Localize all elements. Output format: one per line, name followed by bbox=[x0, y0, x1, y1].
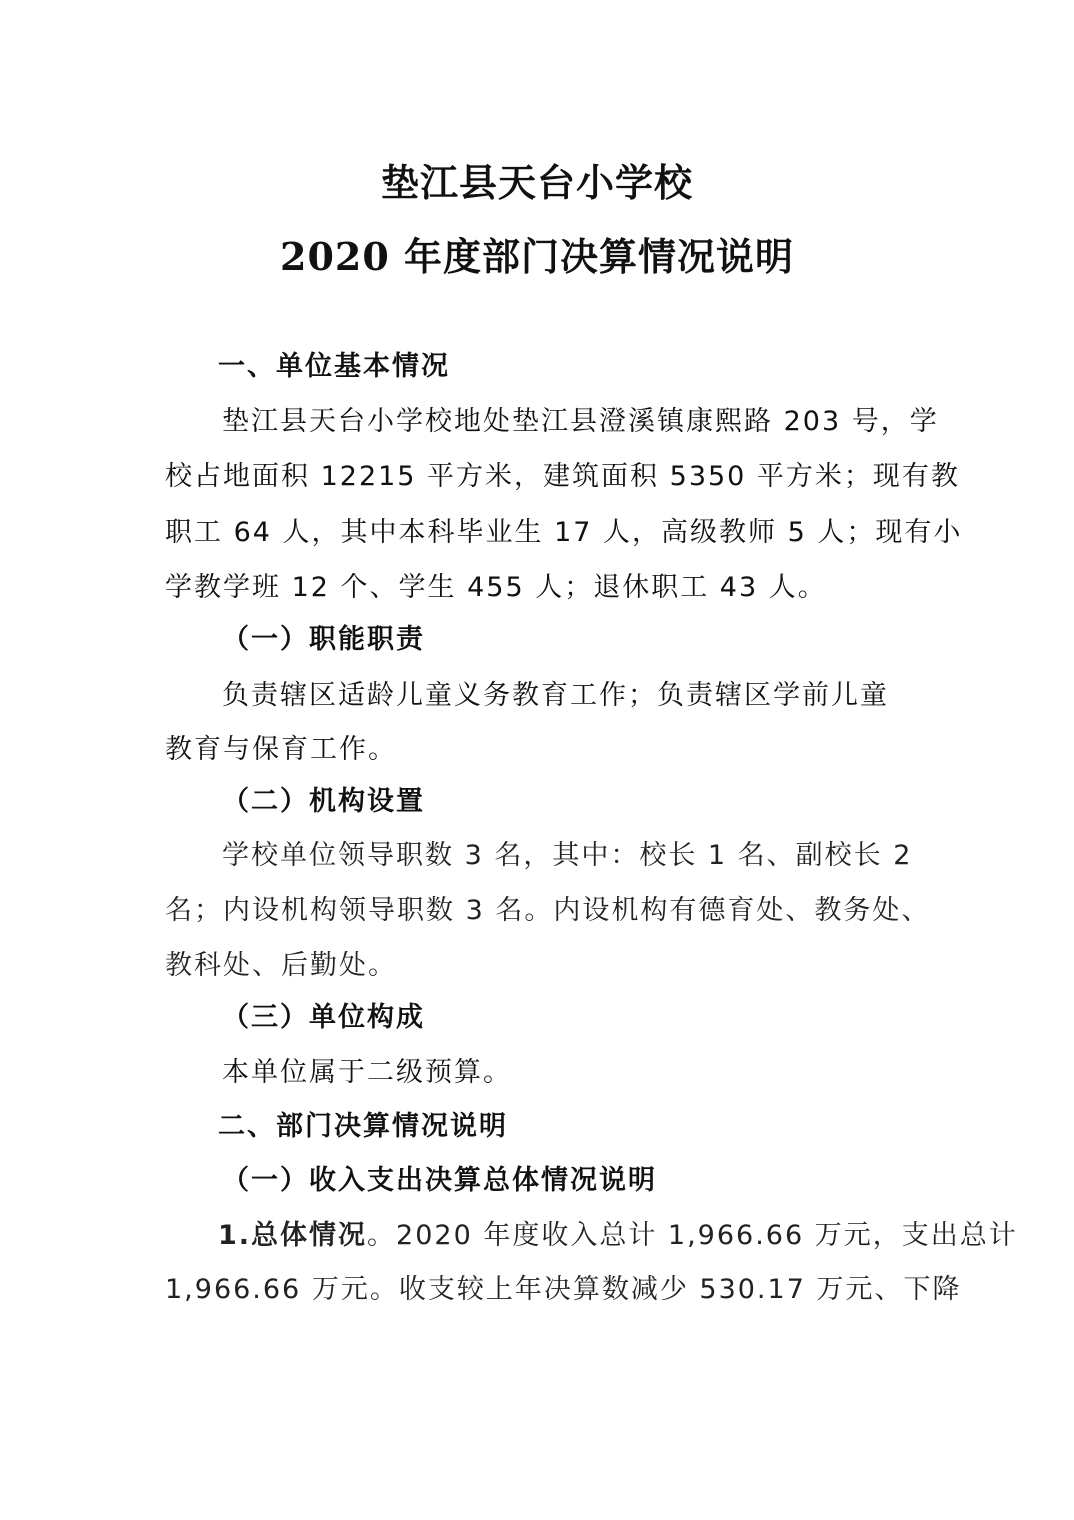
intro-line-1: 垫江县天台小学校地处垫江县澄溪镇康熙路 203 号，学 bbox=[222, 406, 939, 437]
overall-para-lead: 1.总体情况 bbox=[218, 1220, 368, 1251]
sub2-text-line-1: 学校单位领导职数 3 名，其中：校长 1 名、副校长 2 bbox=[222, 840, 913, 871]
section2-heading: 二、部门决算情况说明 bbox=[218, 1111, 508, 1142]
overall-para-line-2: 1,966.66 万元。收支较上年决算数减少 530.17 万元、下降 bbox=[165, 1274, 962, 1305]
sub1-heading: （一）职能职责 bbox=[222, 624, 425, 655]
sub1-text-line-2: 教育与保育工作。 bbox=[165, 734, 397, 765]
overall-para-line-1-rest: 。2020 年度收入总计 1,966.66 万元，支出总计 bbox=[367, 1220, 1018, 1251]
sub1-text-line-1: 负责辖区适龄儿童义务教育工作；负责辖区学前儿童 bbox=[222, 680, 889, 711]
sub2-text-line-2: 名；内设机构领导职数 3 名。内设机构有德育处、教务处、 bbox=[165, 895, 931, 926]
overall-para-line-1 bbox=[218, 1213, 1018, 1252]
sub2-text-line-3: 教科处、后勤处。 bbox=[165, 950, 397, 981]
section1-heading: 一、单位基本情况 bbox=[218, 351, 450, 382]
sub3-heading: （三）单位构成 bbox=[222, 1002, 425, 1033]
intro-line-2: 校占地面积 12215 平方米，建筑面积 5350 平方米；现有教 bbox=[165, 461, 960, 492]
sub3-text: 本单位属于二级预算。 bbox=[222, 1057, 512, 1088]
document-title-line2: 2020 年度部门决算情况说明 bbox=[280, 234, 794, 279]
intro-line-4: 学教学班 12 个、学生 455 人；退休职工 43 人。 bbox=[165, 572, 827, 603]
intro-line-3: 职工 64 人，其中本科毕业生 17 人，高级教师 5 人；现有小 bbox=[165, 517, 963, 548]
sub2-heading: （二）机构设置 bbox=[222, 786, 425, 817]
document-title-line1: 垫江县天台小学校 bbox=[380, 160, 693, 205]
section2-sub1-heading: （一）收入支出决算总体情况说明 bbox=[222, 1165, 657, 1196]
